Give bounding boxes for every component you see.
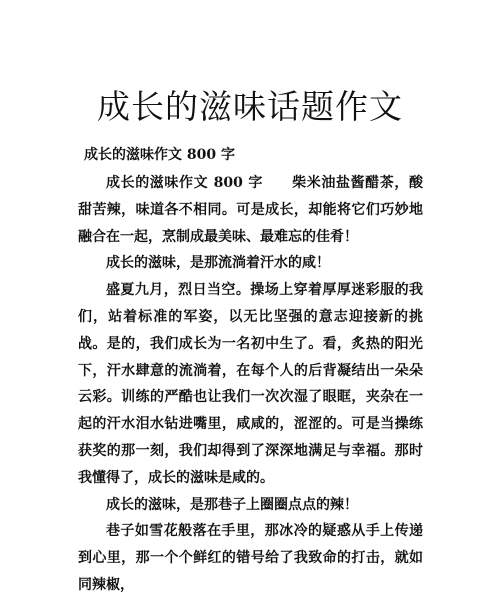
paragraph-4: 成长的滋味，是那巷子上圈圈点点的辣！ — [106, 496, 358, 513]
document-subtitle: 成长的滋味作文 800 字 — [84, 147, 235, 163]
document-body — [78, 170, 423, 599]
page-title: 成长的滋味话题作文 — [97, 87, 403, 126]
paragraph-1: 成长的滋味作文 800 字 柴米油盐酱醋茶，酸甜苦辣，味道各不相同。可是成长，却能将它们巧妙地融合在一起，烹制成最美味、最难忘的佳肴！ — [78, 175, 423, 245]
paragraph-3: 盛夏九月，烈日当空。操场上穿着厚厚迷彩服的我们，站着标准的军姿，以无比坚强的意志迎接新的挑战。是的，我们成长为一名初中生了。看，炙热的阳光下，汗水肆意的流淌着，在每个人的后背凝结出一朵朵云彩。训练的严酷也让我们一次次湿了眼眶，夹杂在一起的汗水泪水钻进嘴里，咸咸的，涩涩的。可是当操练获奖的那一刻，我们却得到了深深地满足与幸福。那时我懂得了，成长的滋味是咸的。 — [78, 282, 423, 486]
paragraph-5: 巷子如雪花般落在手里，那冰冷的疑惑从手上传递到心里，那一个个鲜红的错号给了我致命的打击，就如同辣椒， — [78, 523, 423, 593]
paragraph-2: 成长的滋味，是那流淌着汗水的咸！ — [106, 255, 330, 272]
